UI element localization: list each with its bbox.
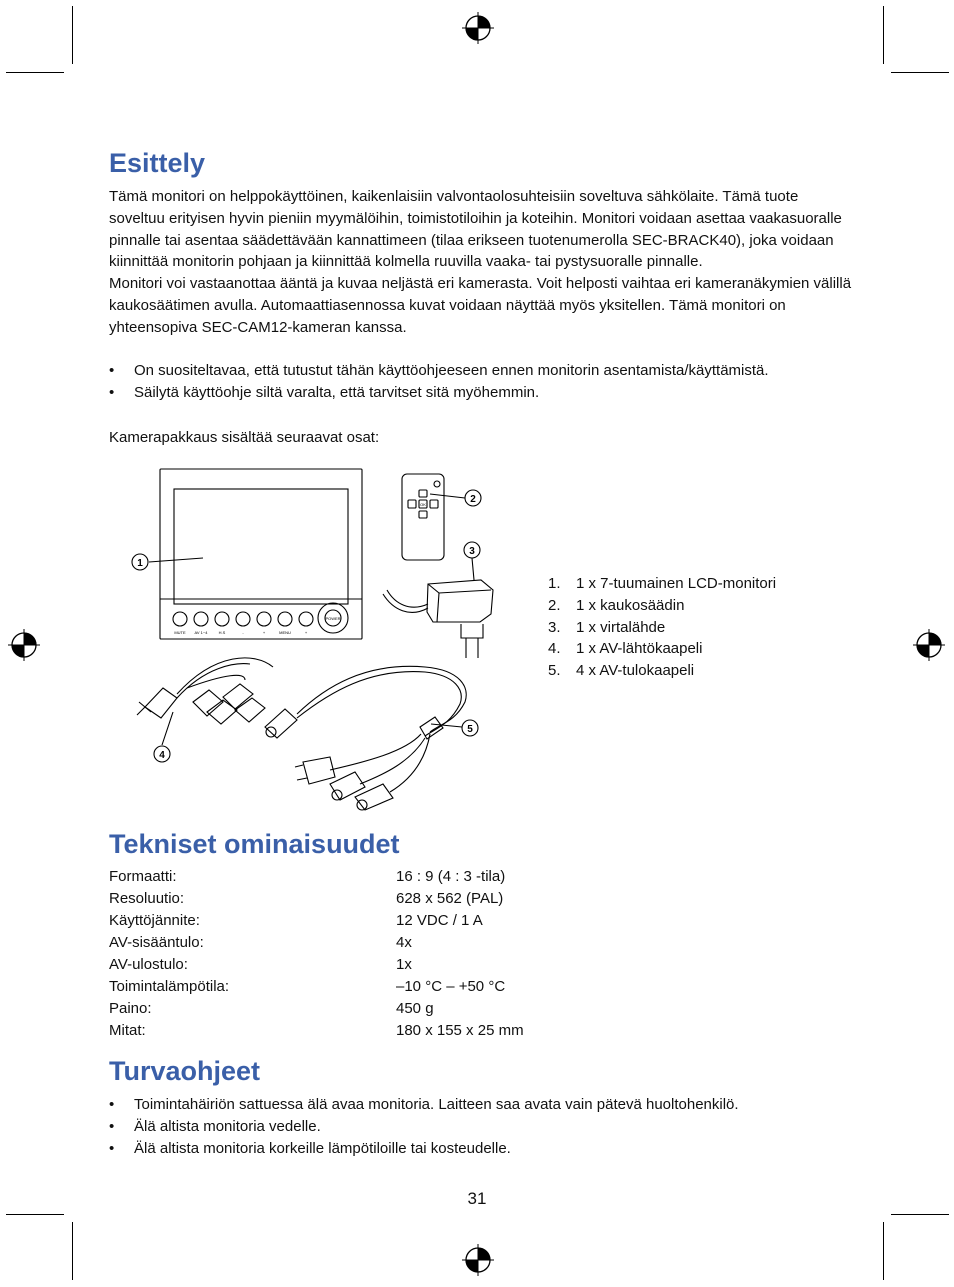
spec-label: Toimintalämpötila: bbox=[109, 978, 230, 995]
crop-mark bbox=[6, 1214, 64, 1215]
monitor-button-label: AV 1~4 bbox=[194, 630, 208, 635]
list-number: 4. bbox=[548, 640, 561, 658]
monitor-dpad-label: POWER bbox=[325, 616, 341, 621]
spec-label: Käyttöjännite: bbox=[109, 912, 200, 929]
package-contents-illustration bbox=[125, 462, 500, 812]
safety-bullets bbox=[109, 1094, 869, 1159]
crop-mark bbox=[883, 6, 884, 64]
monitor-button-label: - bbox=[242, 630, 244, 635]
monitor-button-label: + bbox=[262, 630, 266, 635]
av-input-cable-illustration bbox=[265, 666, 466, 810]
spec-label: Formaatti: bbox=[109, 868, 177, 885]
crop-mark bbox=[883, 1222, 884, 1280]
list-item bbox=[548, 617, 776, 639]
list-item bbox=[548, 595, 776, 617]
table-row bbox=[109, 976, 609, 998]
power-adapter-illustration bbox=[383, 580, 493, 658]
list-item: • Säilytä käyttöohje siltä varalta, että tarvitset sitä myöhemmin. bbox=[109, 382, 869, 404]
list-text: 1 x virtalähde bbox=[576, 618, 666, 636]
crop-mark bbox=[72, 6, 73, 64]
list-text: 1 x kaukosäädin bbox=[576, 596, 685, 614]
intro-paragraph: Tämä monitori on helppokäyttöinen, kaikenlaisiin valvontaolosuhteisiin soveltuva sähkölaite. Tämä tuote soveltuu erityisen hyvin pieniin myymälöihin, toimistotiloihin ja koteihin. Monitori voidaan asettaa vaakasuoralle pinnalle tai asentaa säädettävään kannattimeen (tilaa erikseen tuotenumerolla SEC-BRACK40), joka voidaan kiinnittää monitorin pohjaan ja kiinnittää kolmella ruuvilla vaaka- tai pystysuoralle pinnalle. bbox=[109, 188, 842, 271]
list-number: 1. bbox=[548, 575, 561, 592]
registration-mark-icon bbox=[6, 627, 42, 663]
remote-ok-label: OK bbox=[420, 502, 426, 507]
parts-list bbox=[548, 573, 776, 682]
spec-value: –10 °C – +50 °C bbox=[396, 978, 506, 995]
spec-value: 16 : 9 (4 : 3 -tila) bbox=[396, 868, 506, 885]
crop-mark bbox=[891, 1214, 949, 1215]
list-text: 4 x AV-tulokaapeli bbox=[576, 662, 695, 680]
table-row bbox=[109, 1020, 609, 1042]
registration-mark-icon bbox=[911, 627, 947, 663]
list-text: 1 x 7-tuumainen LCD-monitori bbox=[576, 575, 777, 592]
list-item bbox=[548, 660, 776, 682]
list-item: • On suositeltavaa, että tutustut tähän käyttöohjeeseen ennen monitorin asentamista/käyttämistä. bbox=[109, 360, 869, 382]
list-number: 5. bbox=[548, 662, 561, 680]
spec-label: Paino: bbox=[109, 1000, 152, 1017]
spec-value: 628 x 562 (PAL) bbox=[396, 890, 504, 907]
spec-value: 450 g bbox=[396, 1000, 434, 1017]
intro-bullets bbox=[109, 360, 869, 404]
intro-paragraph: Monitori voi vastaanottaa ääntä ja kuvaa neljästä eri kamerasta. Voit helposti vaihtaa eri kameranäkymien välillä kaukosäätimen avulla. Automaattiasennossa kuvat voidaan näyttää myös yksitellen. Tämä monitori on yhteensopiva SEC-CAM12-kameran kanssa. bbox=[109, 275, 852, 336]
registration-mark-icon bbox=[460, 10, 496, 46]
list-item: • Älä altista monitoria korkeille lämpötiloille tai kosteudelle. bbox=[109, 1138, 869, 1160]
callout-4: 4 bbox=[159, 750, 165, 761]
list-number: 2. bbox=[548, 596, 561, 614]
spec-value: 4x bbox=[396, 934, 412, 951]
spec-label: AV-sisääntulo: bbox=[109, 934, 204, 951]
spec-label: Mitat: bbox=[109, 1022, 146, 1039]
monitor-button-label: MENU bbox=[279, 630, 291, 635]
intro-text bbox=[109, 186, 854, 339]
spec-label: AV-ulostulo: bbox=[109, 956, 188, 973]
table-row bbox=[109, 866, 609, 888]
list-item: • Älä altista monitoria vedelle. bbox=[109, 1116, 869, 1138]
spec-value: 1x bbox=[396, 956, 412, 973]
package-intro: Kamerapakkaus sisältää seuraavat osat: bbox=[109, 429, 380, 446]
table-row bbox=[109, 998, 609, 1020]
spec-value: 12 VDC / 1 A bbox=[396, 912, 483, 929]
list-item bbox=[548, 573, 776, 595]
monitor-button-label: H.S bbox=[218, 630, 226, 635]
spec-value: 180 x 155 x 25 mm bbox=[396, 1022, 524, 1039]
spec-label: Resoluutio: bbox=[109, 890, 185, 907]
table-row bbox=[109, 888, 609, 910]
safety-heading: Turvaohjeet bbox=[109, 1056, 261, 1086]
monitor-button-label: + bbox=[304, 630, 308, 635]
callout-2: 2 bbox=[470, 494, 476, 505]
table-row bbox=[109, 910, 609, 932]
monitor-illustration bbox=[160, 469, 362, 639]
callout-5: 5 bbox=[467, 724, 473, 735]
remote-illustration bbox=[402, 474, 444, 560]
list-text: 1 x AV-lähtökaapeli bbox=[576, 640, 703, 658]
crop-mark bbox=[72, 1222, 73, 1280]
list-number: 3. bbox=[548, 618, 561, 636]
registration-mark-icon bbox=[460, 1242, 496, 1278]
list-item bbox=[548, 638, 776, 660]
page-number: 31 bbox=[467, 1189, 487, 1208]
crop-mark bbox=[6, 72, 64, 73]
av-output-cable-illustration bbox=[137, 658, 273, 724]
crop-mark bbox=[891, 72, 949, 73]
specs-heading: Tekniset ominaisuudet bbox=[109, 829, 400, 859]
monitor-button-label: MUTE bbox=[174, 630, 186, 635]
list-item: • Toimintahäiriön sattuessa älä avaa monitoria. Laitteen saa avata vain pätevä huoltohenkilö. bbox=[109, 1094, 869, 1116]
table-row bbox=[109, 932, 609, 954]
callout-3: 3 bbox=[469, 546, 475, 557]
intro-heading: Esittely bbox=[109, 148, 206, 178]
table-row bbox=[109, 954, 609, 976]
callout-1: 1 bbox=[137, 558, 143, 569]
